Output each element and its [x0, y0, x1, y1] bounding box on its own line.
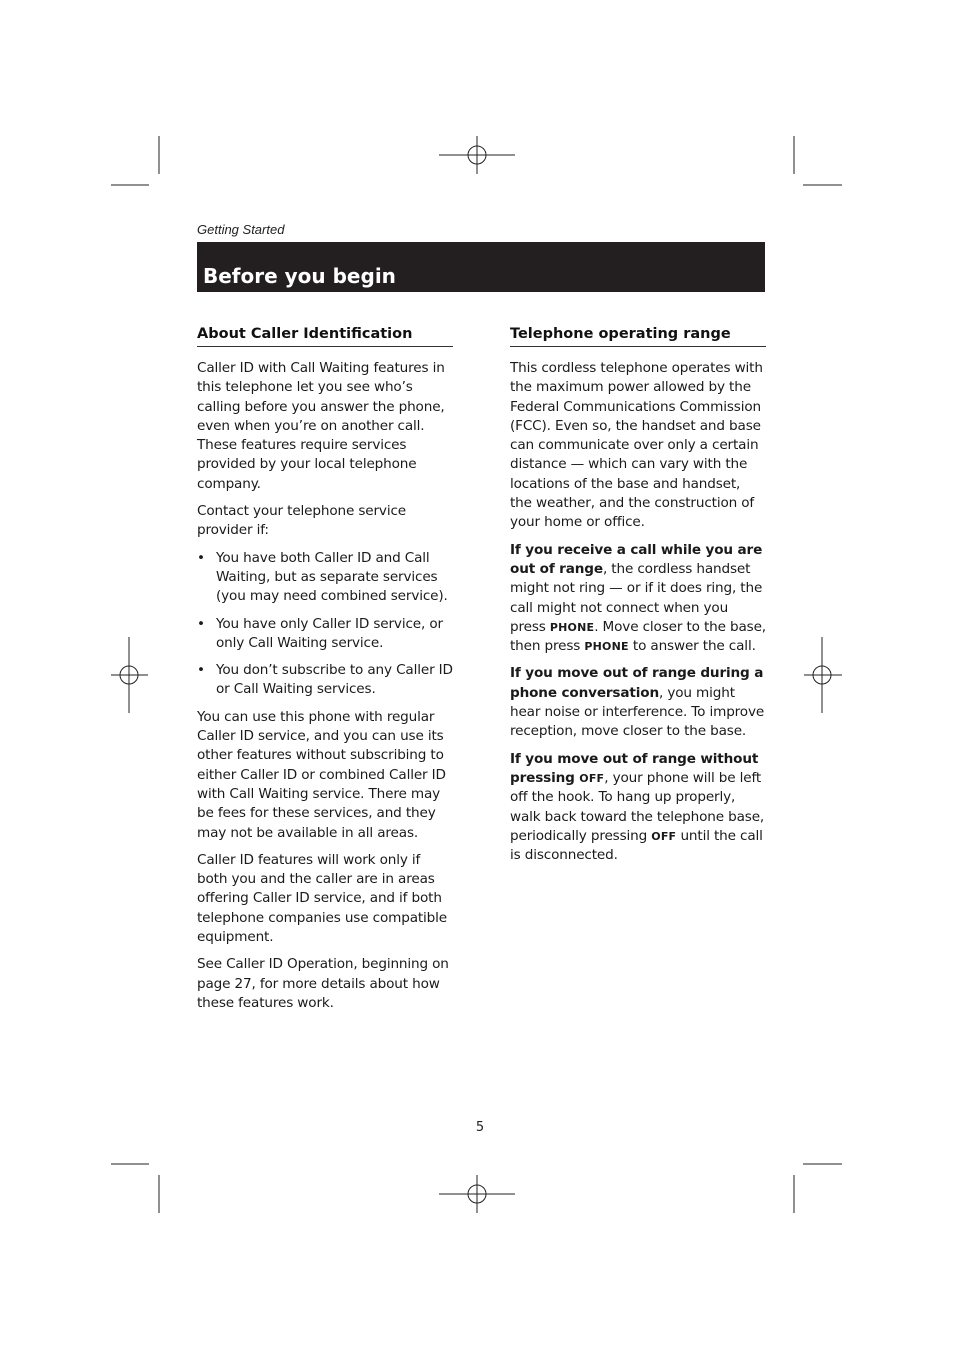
phone-key-label: PHONE — [584, 640, 629, 654]
bullet-list — [197, 549, 453, 700]
page-number: 5 — [475, 1120, 485, 1135]
paragraph: Caller ID features will work only if both you and the caller are in areas offering Caller ID service, and if both telephone companies use compatible equipment. — [197, 851, 447, 946]
paragraph — [510, 541, 766, 657]
bold-lead: If you receive a call while you are out of range — [510, 541, 763, 577]
off-key-label: OFF — [651, 829, 677, 843]
paragraph: See Caller ID Operation, beginning on page 27, for more details about how these features work. — [197, 956, 449, 1011]
page-title: Before you begin — [203, 264, 396, 288]
text-run: to answer the call. — [628, 638, 756, 655]
list-item — [197, 661, 453, 700]
text-run: until the call is disconnected. — [510, 827, 763, 864]
operating-range-heading: Telephone operating range — [510, 324, 766, 347]
paragraph: Contact your telephone service provider if: — [197, 503, 406, 539]
registration-mark-right — [804, 637, 842, 713]
title-bar — [197, 242, 765, 292]
text-run: . Move closer to the base, then press — [510, 618, 766, 655]
list-item-text: You have only Caller ID service, or only Call Waiting service. — [216, 615, 443, 651]
bold-lead: If you move out of range without pressing — [510, 750, 759, 786]
registration-mark-bottom — [439, 1175, 515, 1213]
registration-mark-left — [111, 637, 148, 713]
off-key-label: OFF — [579, 771, 605, 785]
section-label: Getting Started — [197, 222, 285, 237]
paragraph: This cordless telephone operates with the maximum power allowed by the Federal Communications Commission (FCC). Even so, the handset and base can communicate over only a certain distance — which can vary with the locations of the base and handset, the weather, and the construction of your home or office. — [510, 360, 763, 531]
paragraph: Caller ID with Call Waiting features in this telephone let you see who’s calling before you answer the phone, even when you’re on another call. These features require services provided by your local telephone company. — [197, 360, 445, 492]
phone-key-label: PHONE — [549, 620, 595, 634]
text-run: , the cordless handset might not ring — or if it does ring, the call might not connect when you press — [510, 560, 763, 635]
caller-id-heading: About Caller Identification — [197, 324, 453, 347]
list-item — [197, 549, 453, 607]
list-item — [197, 615, 453, 654]
bullet-icon: • — [197, 549, 205, 566]
paragraph — [510, 750, 766, 866]
text-run: , your phone will be left off the hook. To hang up properly, walk back toward the telephone base, periodically pressing — [510, 769, 765, 844]
list-item-text: You have both Caller ID and Call Waiting, but as separate services (you may need combined service). — [216, 549, 448, 605]
bold-lead: If you move out of range during a phone conversation — [510, 665, 764, 701]
registration-mark-top — [439, 136, 515, 174]
list-item-text: You don’t subscribe to any Caller ID or Call Waiting services. — [216, 662, 453, 698]
bullet-icon: • — [197, 615, 205, 632]
right-column — [510, 324, 766, 873]
paragraph: You can use this phone with regular Caller ID service, and you can use its other features without subscribing to either Caller ID or combined Caller ID with Call Waiting service. There may be fees for these services, and they may not be available in all areas. — [197, 708, 446, 841]
bullet-icon: • — [197, 662, 205, 679]
text-run: , you might hear noise or interference. To improve reception, move closer to the base. — [510, 684, 765, 740]
paragraph — [510, 664, 766, 741]
left-column — [197, 324, 453, 1021]
